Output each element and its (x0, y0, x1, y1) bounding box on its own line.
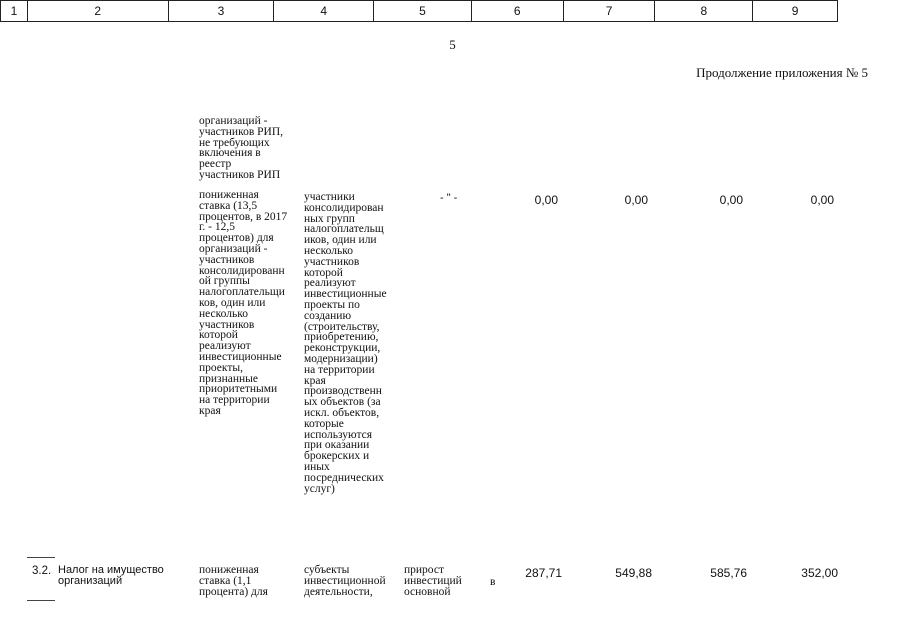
row-b-col3-text: пониженная ставка (13,5 процентов, в 2017 г. - 12,5 процентов) для организаций - участников консолидированн ой группы налогоплательщи ков, один или несколько участников которой реализуют инвестиционные проекты, признанные приоритетными на территории края (199, 189, 288, 417)
row-c-col7-value: 549,88 (615, 566, 652, 580)
header-col-9: 9 (791, 4, 799, 18)
row-c-col9-value: 352,00 (801, 566, 838, 580)
header-col-1: 1 (1, 1, 28, 21)
header-col-5: 5 (374, 1, 472, 21)
row-b-col4-text: участники консолидирован ных групп налогоплательщ иков, один или несколько участников которой реализуют инвестиционные проекты по созданию (строительству, приобретению, реконструкции, модернизации) на территории края производственн ых объектов (за искл. объектов, которые используются при оказании брокерских и иных посреднических услуг) (304, 191, 387, 495)
row-c-col8-value: 585,76 (710, 566, 747, 580)
row-b-col7-value: 0,00 (624, 193, 648, 207)
row-separator-top (27, 557, 55, 558)
row-c-col6-value: 287,71 (525, 566, 562, 580)
header-col-8: 8 (655, 1, 753, 21)
table-header-row (0, 0, 838, 22)
row-c-col3-text: пониженная ставка (1,1 процента) для (199, 564, 268, 598)
row-c-col2-text: Налог на имущество организаций (58, 564, 164, 587)
row-b-col5-ditto: - " - (440, 192, 458, 204)
header-col-4: 4 (274, 1, 374, 21)
row-c-col1-number: 3.2. (32, 565, 52, 577)
header-col-3: 3 (169, 1, 275, 21)
row-b-col9-value: 0,00 (810, 193, 834, 207)
row-c-col5-preposition: в (490, 576, 496, 588)
row-separator-bottom (27, 600, 55, 601)
header-col-7: 7 (564, 1, 656, 21)
row-b-col6-value: 0,00 (534, 193, 558, 207)
row-c-col5-text: прирост инвестиций основной (404, 564, 462, 598)
row-a-col3-text: организаций - участников РИП, не требующих включения в реестр участников РИП (199, 115, 284, 181)
row-c-col4-text: субъекты инвестиционной деятельности, (304, 564, 386, 598)
row-b-col8-value: 0,00 (719, 193, 743, 207)
header-col-6: 6 (472, 1, 564, 21)
header-col-2: 2 (28, 1, 169, 21)
continuation-label: Продолжение приложения № 5 (696, 65, 868, 80)
page-number: 5 (449, 37, 456, 52)
